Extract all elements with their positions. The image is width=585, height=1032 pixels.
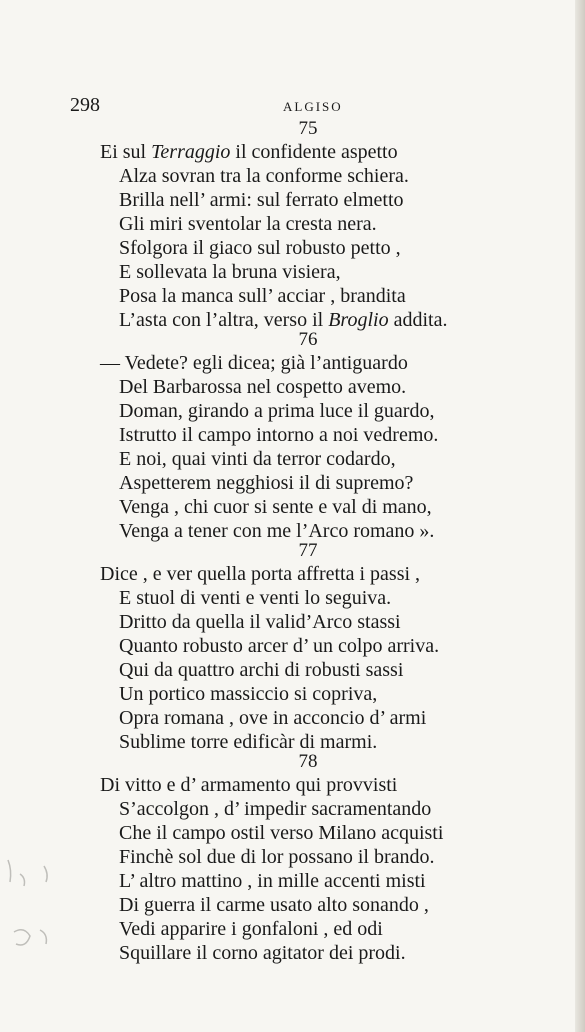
verse-line: Vedi apparire i gonfaloni , ed odi xyxy=(119,918,383,940)
running-title: ALGISO xyxy=(283,99,343,114)
verse-line: Opra romana , ove in acconcio d’ armi xyxy=(119,707,427,729)
stanza-number: 77 xyxy=(298,540,318,561)
verse-line: Dice , e ver quella porta affretta i passi , xyxy=(100,563,421,585)
verse-line: Alza sovran tra la conforme schiera. xyxy=(119,165,409,187)
stanza-number: 78 xyxy=(298,751,318,772)
verse-line: Un portico massiccio si copriva, xyxy=(119,683,378,705)
verse-line: — Vedete? egli dicea; già l’antiguardo xyxy=(100,352,408,374)
verse-line: Del Barbarossa nel cospetto avemo. xyxy=(119,376,407,398)
verse-line: Di vitto e d’ armamento qui provvisti xyxy=(100,774,398,796)
stanza-number: 76 xyxy=(298,329,318,350)
margin-stain-marks xyxy=(0,840,70,980)
verse-line: Istrutto il campo intorno a noi vedremo. xyxy=(119,424,439,446)
verse-line: Dritto da quella il valid’Arco stassi xyxy=(119,611,401,633)
verse-line: Brilla nell’ armi: sul ferrato elmetto xyxy=(119,189,404,211)
verse-line: Venga a tener con me l’Arco romano ». xyxy=(119,520,435,542)
verse-line: Ei sul Terraggio il confidente aspetto xyxy=(100,141,398,163)
page-edge xyxy=(575,0,585,1032)
page-number: 298 xyxy=(70,94,100,116)
verse-line: Che il campo ostil verso Milano acquisti xyxy=(119,822,444,844)
verse-line: Posa la manca sull’ acciar , brandita xyxy=(119,285,406,307)
verse-line: Gli miri sventolar la cresta nera. xyxy=(119,213,377,235)
stanza-number: 75 xyxy=(298,118,318,139)
verse-line: Quanto robusto arcer d’ un colpo arriva. xyxy=(119,635,440,657)
verse-line: Sublime torre edificàr di marmi. xyxy=(119,731,378,753)
verse-line: L’asta con l’altra, verso il Broglio addita. xyxy=(119,309,448,331)
verse-line: Qui da quattro archi di robusti sassi xyxy=(119,659,404,681)
verse-line: E sollevata la bruna visiera, xyxy=(119,261,341,283)
verse-line: Finchè sol due di lor possano il brando. xyxy=(119,846,435,868)
verse-line: S’accolgon , d’ impedir sacramentando xyxy=(119,798,432,820)
verse-line: L’ altro mattino , in mille accenti misti xyxy=(119,870,426,892)
verse-line: Squillare il corno agitator dei prodi. xyxy=(119,942,406,964)
verse-line: E noi, quai vinti da terror codardo, xyxy=(119,448,396,470)
verse-line: E stuol di venti e venti lo seguiva. xyxy=(119,587,392,609)
verse-line: Di guerra il carme usato alto sonando , xyxy=(119,894,429,916)
verse-line: Aspetterem negghiosi il di supremo? xyxy=(119,472,414,494)
verse-line: Venga , chi cuor si sente e val di mano, xyxy=(119,496,432,518)
verse-line: Doman, girando a prima luce il guardo, xyxy=(119,400,435,422)
verse-line: Sfolgora il giaco sul robusto petto , xyxy=(119,237,401,259)
